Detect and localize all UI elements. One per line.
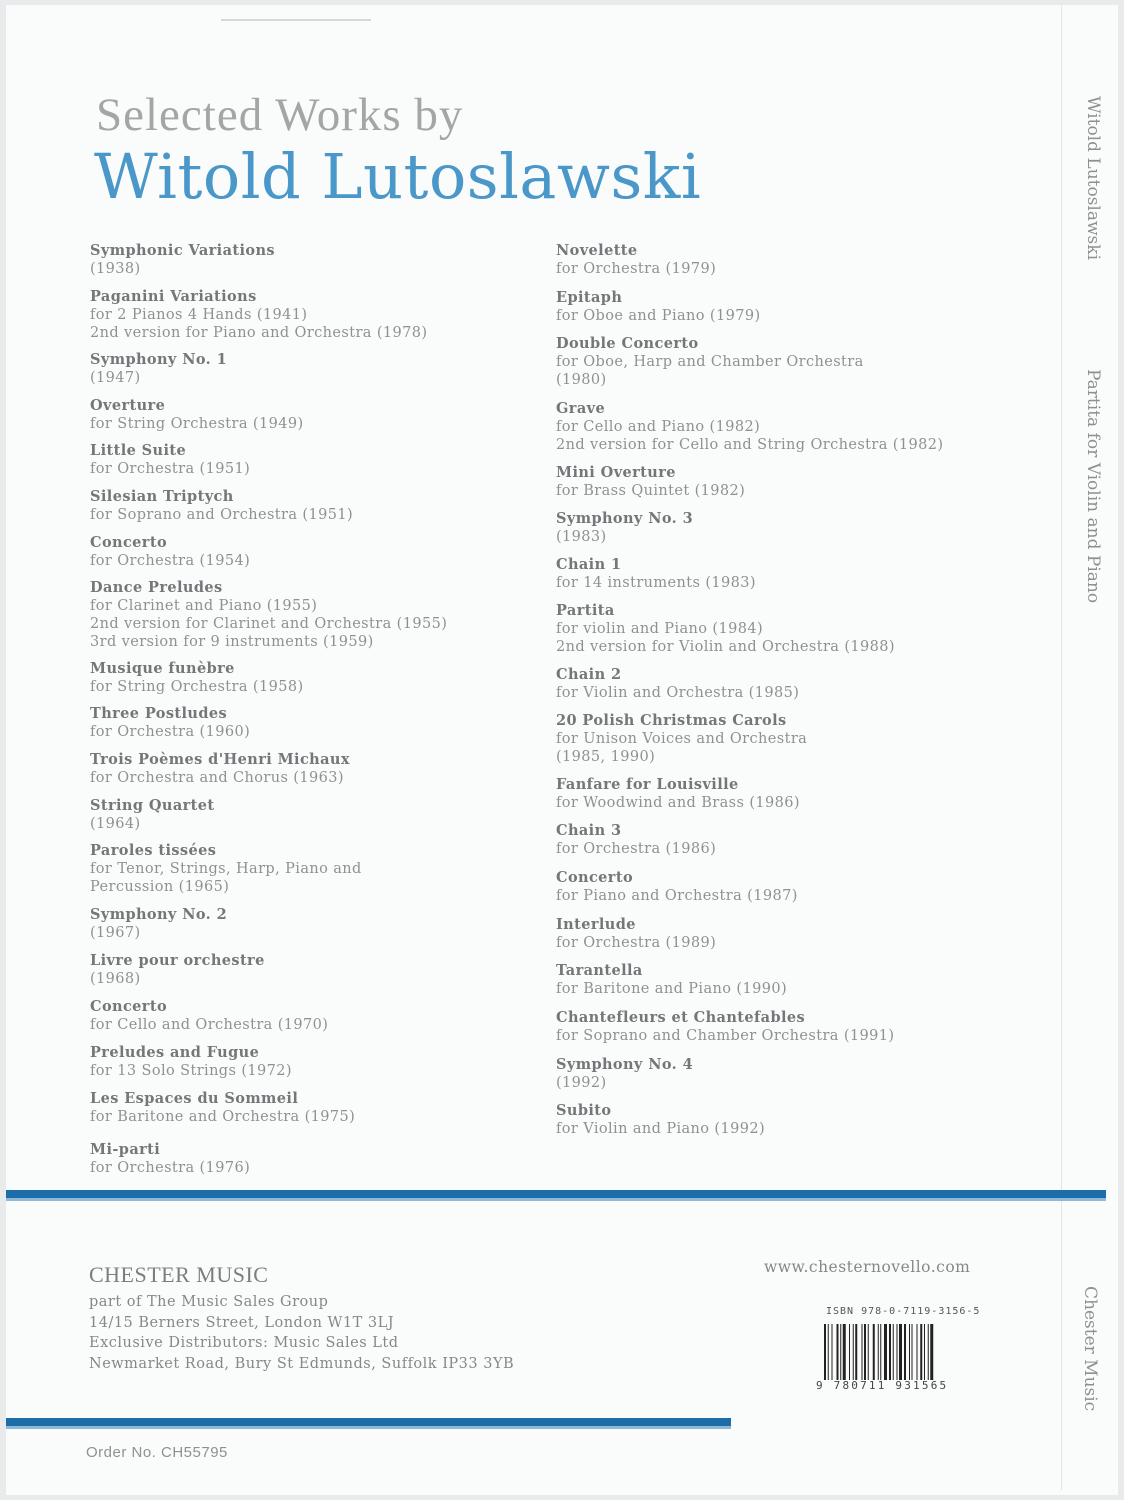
work-detail: for Violin and Piano (1992) — [556, 1121, 766, 1137]
work-detail: (1964) — [90, 816, 141, 832]
work-title: Double Concerto — [556, 335, 699, 352]
work-detail: for Soprano and Orchestra (1951) — [90, 507, 354, 523]
work-detail: for Oboe, Harp and Chamber Orchestra — [556, 354, 864, 370]
work-detail: (1985, 1990) — [556, 749, 656, 765]
work-entry — [556, 666, 799, 702]
work-entry — [90, 351, 227, 387]
work-detail: Percussion (1965) — [90, 879, 230, 895]
work-entry — [556, 289, 761, 325]
work-detail: for Orchestra (1976) — [90, 1160, 251, 1176]
work-entry — [90, 1090, 355, 1126]
publisher-line: Exclusive Distributors: Music Sales Ltd — [89, 1335, 399, 1351]
work-detail: (1947) — [90, 370, 141, 386]
work-title: Partita — [556, 602, 615, 619]
work-title: Dance Preludes — [90, 579, 223, 596]
work-title: Chain 2 — [556, 666, 622, 683]
work-title: Silesian Triptych — [90, 488, 234, 505]
work-detail: for 2 Pianos 4 Hands (1941) — [90, 307, 308, 323]
work-title: Epitaph — [556, 289, 623, 306]
work-title: Symphony No. 4 — [556, 1056, 694, 1073]
work-detail: for Baritone and Piano (1990) — [556, 981, 787, 997]
top-mark — [221, 19, 371, 21]
work-detail: for Soprano and Chamber Orchestra (1991) — [556, 1028, 895, 1044]
work-title: Symphonic Variations — [90, 242, 275, 259]
work-title: Chantefleurs et Chantefables — [556, 1009, 806, 1026]
spine-work-title: Partita for Violin and Piano — [1083, 369, 1103, 604]
work-detail: for Orchestra (1986) — [556, 841, 717, 857]
work-entry — [90, 579, 447, 651]
work-entry — [556, 1102, 765, 1138]
work-entry — [90, 952, 265, 988]
work-detail: for 14 instruments (1983) — [556, 575, 756, 591]
work-detail: for Orchestra (1960) — [90, 724, 251, 740]
work-entry — [556, 869, 798, 905]
work-detail: for Piano and Orchestra (1987) — [556, 888, 798, 904]
work-title: Chain 3 — [556, 822, 622, 839]
work-entry — [556, 510, 693, 546]
work-title: Grave — [556, 400, 606, 417]
work-entry — [90, 842, 362, 896]
work-detail: for Brass Quintet (1982) — [556, 483, 746, 499]
work-entry — [556, 1056, 693, 1092]
work-entry — [90, 797, 214, 833]
work-detail: for Orchestra and Chorus (1963) — [90, 770, 344, 786]
work-detail: for Orchestra (1954) — [90, 553, 251, 569]
work-detail: (1980) — [556, 372, 607, 388]
spine-composer: Witold Lutoslawski — [1083, 96, 1103, 261]
work-entry — [90, 998, 328, 1034]
work-title: Mi-parti — [90, 1141, 161, 1158]
publisher-line: 14/15 Berners Street, London W1T 3LJ — [89, 1314, 395, 1331]
publisher-line: Newmarket Road, Bury St Edmunds, Suffolk IP33 3YB — [89, 1355, 515, 1372]
blue-rule-top — [6, 1190, 1106, 1198]
work-entry — [556, 776, 800, 812]
work-entry — [556, 1009, 894, 1045]
work-entry — [556, 962, 787, 998]
work-detail: (1938) — [90, 261, 141, 277]
work-detail: for Orchestra (1989) — [556, 935, 717, 951]
work-detail: 2nd version for Clarinet and Orchestra (1955) — [90, 616, 448, 632]
spine-divider — [1061, 5, 1062, 1490]
work-title: Symphony No. 1 — [90, 351, 228, 368]
work-detail: for Unison Voices and Orchestra — [556, 731, 808, 747]
work-title: Chain 1 — [556, 556, 622, 573]
work-detail: for violin and Piano (1984) — [556, 621, 764, 637]
work-entry — [556, 464, 745, 500]
work-entry — [90, 1044, 292, 1080]
work-title: Symphony No. 2 — [90, 906, 228, 923]
barcode-number: 9 780711 931565 — [816, 1379, 949, 1392]
work-entry — [90, 242, 275, 278]
work-detail: (1967) — [90, 925, 141, 941]
work-title: Mini Overture — [556, 464, 676, 481]
work-detail: for Tenor, Strings, Harp, Piano and — [90, 861, 362, 877]
order-number: Order No. CH55795 — [86, 1444, 228, 1461]
composer-name: Witold Lutoslawski — [94, 140, 702, 213]
work-detail: (1983) — [556, 529, 607, 545]
header-subtitle: Selected Works by — [96, 89, 464, 141]
work-title: Concerto — [90, 998, 168, 1015]
work-title: Preludes and Fugue — [90, 1044, 260, 1061]
work-detail: for String Orchestra (1958) — [90, 679, 304, 695]
work-title: Overture — [90, 397, 166, 414]
barcode-image — [824, 1324, 976, 1380]
work-title: Three Postludes — [90, 705, 228, 722]
work-detail: for Clarinet and Piano (1955) — [90, 598, 318, 614]
work-entry — [556, 916, 716, 952]
work-entry — [90, 1141, 250, 1177]
work-title: Fanfare for Louisville — [556, 776, 739, 793]
work-title: Trois Poèmes d'Henri Michaux — [90, 751, 350, 768]
work-entry — [556, 400, 943, 454]
work-detail: 2nd version for Piano and Orchestra (1978) — [90, 325, 428, 341]
work-entry — [556, 335, 864, 389]
work-title: Subito — [556, 1102, 612, 1119]
work-entry — [556, 556, 756, 592]
work-entry — [90, 660, 304, 696]
work-entry — [556, 602, 895, 656]
work-entry — [90, 534, 250, 570]
work-entry — [556, 822, 716, 858]
work-entry — [90, 488, 353, 524]
work-detail: for 13 Solo Strings (1972) — [90, 1063, 292, 1079]
work-detail: for Orchestra (1951) — [90, 461, 251, 477]
work-detail: for String Orchestra (1949) — [90, 416, 304, 432]
work-entry — [90, 906, 227, 942]
work-entry — [90, 397, 304, 433]
work-title: Les Espaces du Sommeil — [90, 1090, 299, 1107]
work-detail: for Baritone and Orchestra (1975) — [90, 1109, 356, 1125]
publisher-block — [89, 1262, 514, 1374]
work-title: 20 Polish Christmas Carols — [556, 712, 787, 729]
work-detail: for Woodwind and Brass (1986) — [556, 795, 800, 811]
publisher-name: CHESTER MUSIC — [89, 1262, 269, 1287]
work-title: Livre pour orchestre — [90, 952, 265, 969]
work-entry — [556, 242, 716, 278]
work-title: Symphony No. 3 — [556, 510, 694, 527]
work-detail: 2nd version for Violin and Orchestra (1988) — [556, 639, 895, 655]
work-title: Concerto — [556, 869, 634, 886]
work-detail: (1992) — [556, 1075, 607, 1091]
spine-publisher: Chester Music — [1080, 1286, 1100, 1412]
work-entry — [90, 751, 350, 787]
work-detail: for Oboe and Piano (1979) — [556, 308, 761, 324]
blue-rule-bottom — [6, 1418, 731, 1426]
work-entry — [90, 442, 250, 478]
work-detail: for Cello and Piano (1982) — [556, 419, 761, 435]
work-detail: 3rd version for 9 instruments (1959) — [90, 634, 374, 650]
work-detail: for Orchestra (1979) — [556, 261, 717, 277]
work-detail: 2nd version for Cello and String Orchestra (1982) — [556, 437, 944, 453]
blue-rule-bottom-shade — [6, 1426, 731, 1429]
website-link[interactable]: www.chesternovello.com — [764, 1258, 971, 1276]
isbn-text: ISBN 978-0-7119-3156-5 — [826, 1306, 981, 1317]
work-entry — [90, 705, 250, 741]
work-title: Paganini Variations — [90, 288, 257, 305]
blue-rule-top-shade — [6, 1198, 1106, 1201]
work-detail: for Cello and Orchestra (1970) — [90, 1017, 329, 1033]
work-title: Musique funèbre — [90, 660, 235, 677]
publisher-line: part of The Music Sales Group — [89, 1294, 329, 1310]
work-detail: for Violin and Orchestra (1985) — [556, 685, 800, 701]
work-title: Tarantella — [556, 962, 643, 979]
work-title: String Quartet — [90, 797, 215, 814]
work-detail: (1968) — [90, 971, 141, 987]
work-entry — [90, 288, 427, 342]
work-title: Paroles tissées — [90, 842, 217, 859]
work-title: Little Suite — [90, 442, 187, 459]
work-title: Concerto — [90, 534, 168, 551]
work-title: Interlude — [556, 916, 636, 933]
work-title: Novelette — [556, 242, 638, 259]
work-entry — [556, 712, 807, 766]
